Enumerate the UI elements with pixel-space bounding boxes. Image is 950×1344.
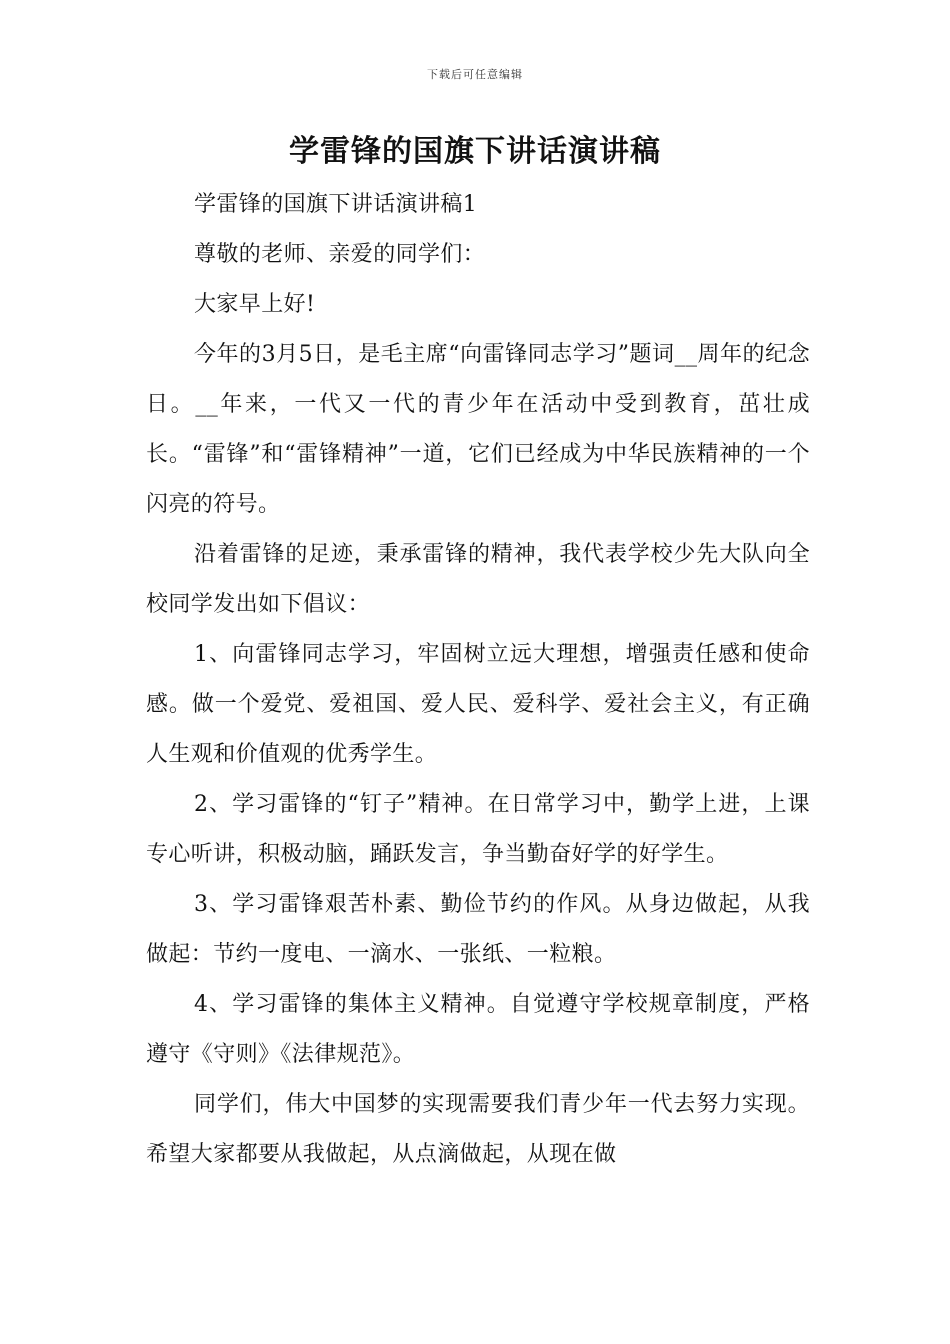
paragraph-item-1: 1、向雷锋同志学习，牢固树立远大理想，增强责任感和使命感。做一个爱党、爱祖国、爱人民、爱科学、爱社会主义，有正确人生观和价值观的优秀学生。 [146, 642, 810, 767]
paragraph-item-3: 3、学习雷锋艰苦朴素、勤俭节约的作风。从身边做起，从我做起：节约一度电、一滴水、一张纸、一粒粮。 [146, 892, 810, 967]
paragraph-item-4: 4、学习雷锋的集体主义精神。自觉遵守学校规章制度，严格遵守《守则》《法律规范》。 [146, 992, 810, 1067]
header-note: 下载后可任意编辑 [427, 68, 523, 81]
paragraph-intro: 今年的3月5日，是毛主席“向雷锋同志学习”题词__周年的纪念日。__年来，一代又一代的青少年在活动中受到教育，茁壮成长。“雷锋”和“雷锋精神”一道，它们已经成为中华民族精神的一个闪亮的符号。 [146, 342, 810, 517]
paragraph-subtitle: 学雷锋的国旗下讲话演讲稿1 [194, 192, 478, 217]
paragraph-proposal: 沿着雷锋的足迹，秉承雷锋的精神，我代表学校少先大队向全校同学发出如下倡议： [146, 542, 810, 617]
document-body [146, 180, 810, 1180]
document-title: 学雷锋的国旗下讲话演讲稿 [289, 134, 661, 169]
paragraph-closing: 同学们，伟大中国梦的实现需要我们青少年一代去努力实现。希望大家都要从我做起，从点滴做起，从现在做 [146, 1092, 810, 1167]
paragraph-salutation: 尊敬的老师、亲爱的同学们： [194, 242, 486, 267]
paragraph-greeting: 大家早上好! [194, 292, 316, 317]
paragraph-item-2: 2、学习雷锋的“钉子”精神。在日常学习中，勤学上进，上课专心听讲，积极动脑，踊跃发言，争当勤奋好学的好学生。 [146, 792, 810, 867]
